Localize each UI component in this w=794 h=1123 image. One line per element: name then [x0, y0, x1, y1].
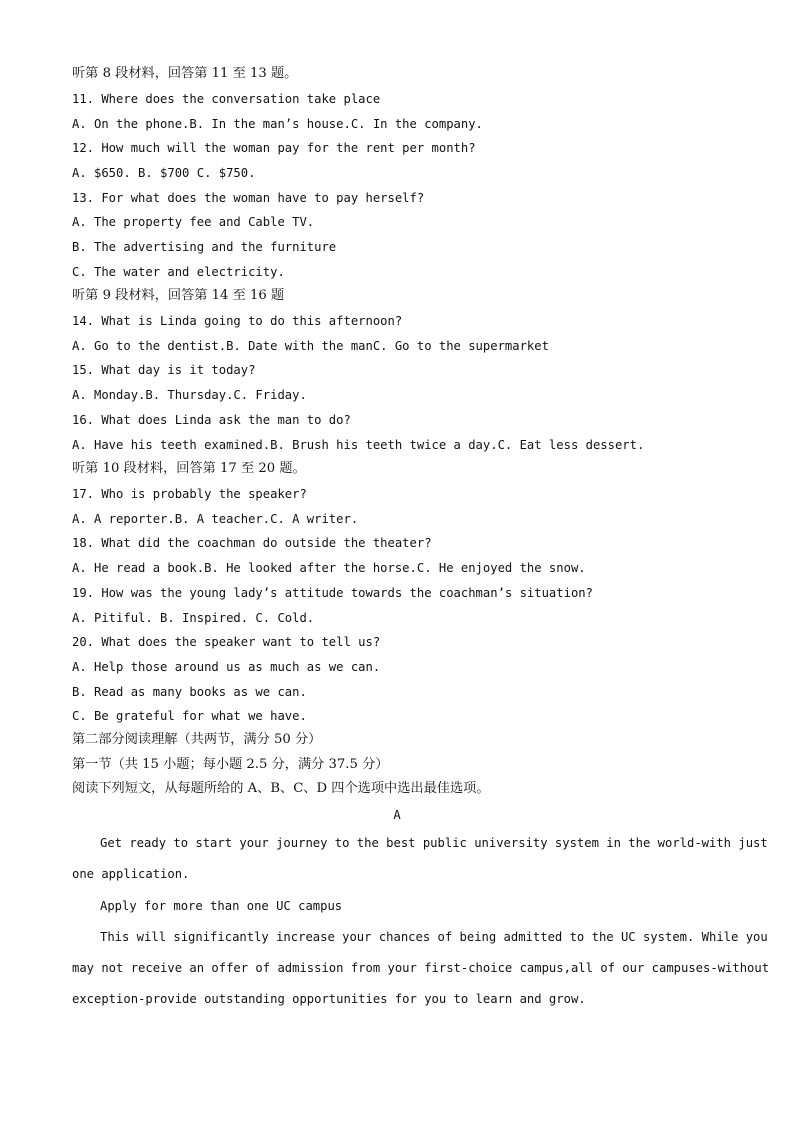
passage-heading: Apply for more than one UC campus	[100, 899, 343, 913]
options-13-b: B. The advertising and the furniture	[72, 240, 337, 254]
options-14: A. Go to the dentist.B. Date with the manC. Go to the supermarket	[72, 339, 549, 353]
question-17: 17. Who is probably the speaker?	[72, 487, 307, 501]
question-11: 11. Where does the conversation take place	[72, 92, 381, 106]
instructions: 阅读下列短文，从每题所给的 A、B、C、D 四个选项中选出最佳选项。	[72, 781, 490, 796]
passage-text: may not receive an offer of admission from your first-choice campus,all of our campuses-without	[72, 961, 770, 975]
question-12: 12. How much will the woman pay for the rent per month?	[72, 141, 476, 155]
options-18: A. He read a book.B. He looked after the horse.C. He enjoyed the snow.	[72, 561, 586, 575]
passage-text: one application.	[72, 867, 190, 881]
options-13-a: A. The property fee and Cable TV.	[72, 215, 315, 229]
passage-text: This will significantly increase your chances of being admitted to the UC system. While you	[100, 930, 768, 944]
part-header: 第二部分阅读理解（共两节，满分 50 分）	[72, 732, 322, 747]
passage-letter: A	[393, 808, 401, 822]
section-header: 听第 8 段材料，回答第 11 至 13 题。	[72, 66, 298, 81]
section-header: 听第 10 段材料，回答第 17 至 20 题。	[72, 461, 306, 476]
question-15: 15. What day is it today?	[72, 363, 256, 377]
options-20-c: C. Be grateful for what we have.	[72, 709, 307, 723]
options-16: A. Have his teeth examined.B. Brush his teeth twice a day.C. Eat less dessert.	[72, 438, 645, 452]
options-20-a: A. Help those around us as much as we can.	[72, 660, 381, 674]
options-19: A. Pitiful. B. Inspired. C. Cold.	[72, 611, 315, 625]
question-19: 19. How was the young lady’s attitude towards the coachman’s situation?	[72, 586, 593, 600]
question-14: 14. What is Linda going to do this afternoon?	[72, 314, 403, 328]
options-11: A. On the phone.B. In the man’s house.C. In the company.	[72, 117, 483, 131]
options-20-b: B. Read as many books as we can.	[72, 685, 307, 699]
section-header: 第一节（共 15 小题；每小题 2.5 分，满分 37.5 分）	[72, 757, 389, 772]
question-18: 18. What did the coachman do outside the theater?	[72, 536, 432, 550]
options-15: A. Monday.B. Thursday.C. Friday.	[72, 388, 307, 402]
question-13: 13. For what does the woman have to pay herself?	[72, 191, 425, 205]
options-17: A. A reporter.B. A teacher.C. A writer.	[72, 512, 359, 526]
options-12: A. $650. B. $700 C. $750.	[72, 166, 256, 180]
section-header: 听第 9 段材料，回答第 14 至 16 题	[72, 288, 285, 303]
question-20: 20. What does the speaker want to tell us?	[72, 635, 381, 649]
passage-text: exception-provide outstanding opportunities for you to learn and grow.	[72, 992, 586, 1006]
question-16: 16. What does Linda ask the man to do?	[72, 413, 351, 427]
options-13-c: C. The water and electricity.	[72, 265, 285, 279]
passage-text: Get ready to start your journey to the best public university system in the world-with just	[100, 836, 768, 850]
